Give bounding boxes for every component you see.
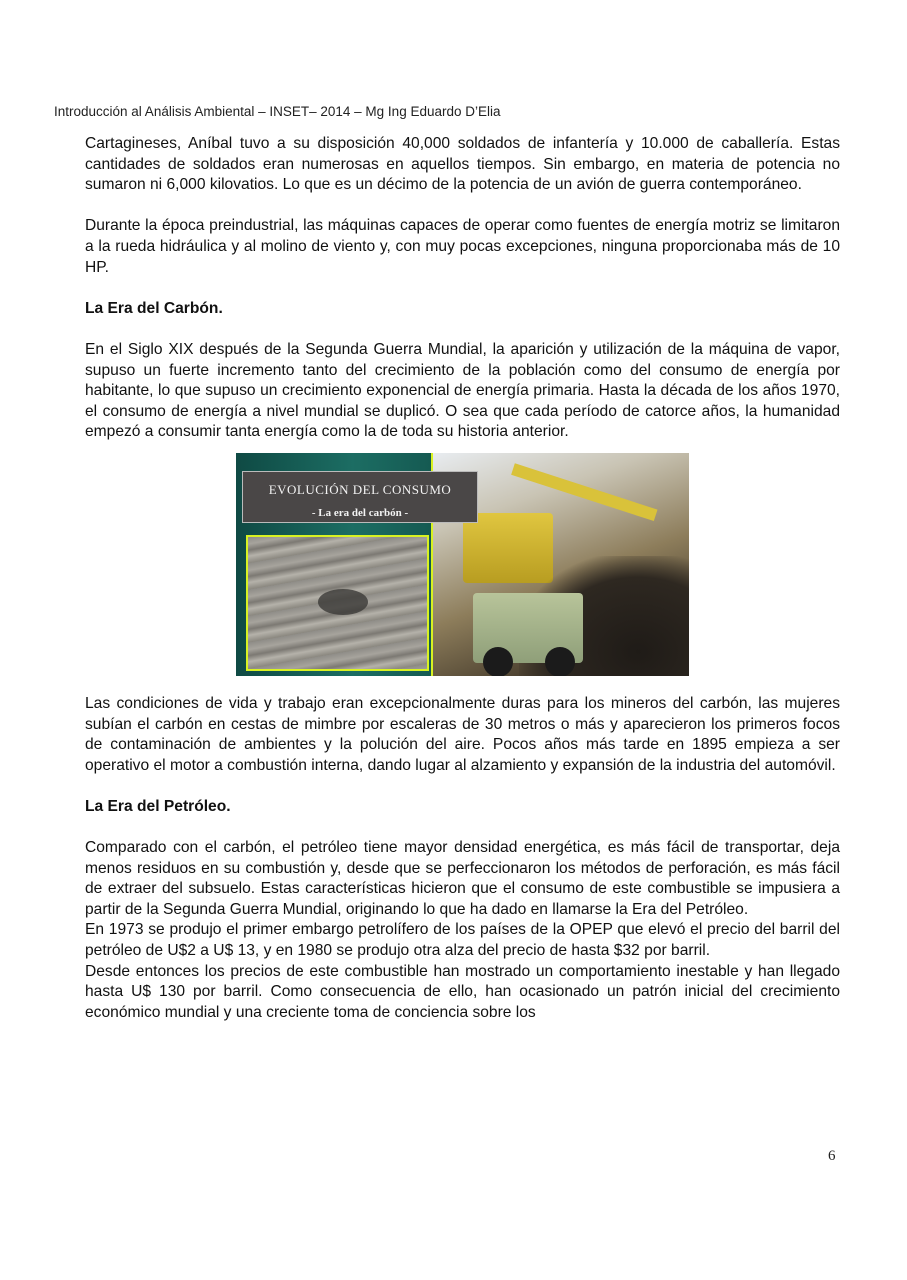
figure-quarry-photo xyxy=(246,535,429,671)
mining-truck xyxy=(473,593,583,663)
paragraph-siglo-xix: En el Siglo XIX después de la Segunda Guerra Mundial, la aparición y utilización de la máquina de vapor, supuso un fuerte incremento tanto del crecimiento de la población como del consumo de energía por habitante, lo que supuso un crecimiento exponencial de energía primaria. Hasta la década de los años 1970, el consumo de energía a nivel mundial se duplicó. O sea que cada período de catorce años, la humanidad empezó a consumir tanta energía como la de toda su historia anterior. xyxy=(85,340,840,441)
paragraph-condiciones: Las condiciones de vida y trabajo eran excepcionalmente duras para los mineros del carbón, las mujeres subían el carbón en cestas de mimbre por escaleras de 30 metros o más y aparecieron los primeros focos de contaminación de ambientes y la polución del aire. Pocos años más tarde en 1895 empieza a ser operativo el motor a combustión interna, dando lugar al alzamiento y expansión de la industria del automóvil. xyxy=(85,694,840,774)
section-heading-carbon: La Era del Carbón. xyxy=(85,299,223,317)
page-header: Introducción al Análisis Ambiental – INSET– 2014 – Mg Ing Eduardo D’Elia xyxy=(54,104,501,119)
page-number: 6 xyxy=(828,1148,836,1164)
figure-title-box xyxy=(242,471,478,523)
section-heading-petroleo: La Era del Petróleo. xyxy=(85,797,231,815)
paragraph-comparado: Comparado con el carbón, el petróleo tiene mayor densidad energética, es más fácil de transportar, deja menos residuos en su combustión y, desde que se perfeccionaron los métodos de perforación, es más fácil de extraer del subsuelo. Estas características hicieron que el consumo de este combustible se impusiera a partir de la Segunda Guerra Mundial, originando lo que ha dado en llamarse la Era del Petróleo. xyxy=(85,839,840,918)
document-body xyxy=(85,134,840,1023)
figure-subtitle: - La era del carbón - xyxy=(311,506,409,519)
truck-wheel xyxy=(483,647,513,676)
truck-wheel xyxy=(545,647,575,676)
paragraph-cartagineses: Cartagineses, Aníbal tuvo a su disposición 40,000 soldados de infantería y 10.000 de caballería. Estas cantidades de soldados eran numerosas en aquellos tiempos. Sin embargo, en materia de potencia no sumaron ni 6,000 kilovatios. Lo que es un décimo de la potencia de un avión de guerra contemporáneo. xyxy=(85,135,840,194)
paragraph-preindustrial: Durante la época preindustrial, las máquinas capaces de operar como fuentes de energía motriz se limitaron a la rueda hidráulica y al molino de viento y, con muy pocas excepciones, ninguna proporcionaba más de 10 HP. xyxy=(85,217,840,276)
coal-era-figure xyxy=(236,453,689,676)
paragraph-desde-entonces: Desde entonces los precios de este combustible han mostrado un comportamiento inestable y han llegado hasta U$ 130 por barril. Como consecuencia de ello, han ocasionado un patrón inicial del crecimiento económico mundial y una creciente toma de conciencia sobre los xyxy=(85,962,840,1021)
figure-title: EVOLUCIÓN DEL CONSUMO xyxy=(268,481,452,497)
paragraph-1973: En 1973 se produjo el primer embargo petrolífero de los países de la OPEP que elevó el precio del barril del petróleo de U$2 a U$ 13, y en 1980 se produjo otra alza del precio de hasta $32 por barril. xyxy=(85,921,840,960)
